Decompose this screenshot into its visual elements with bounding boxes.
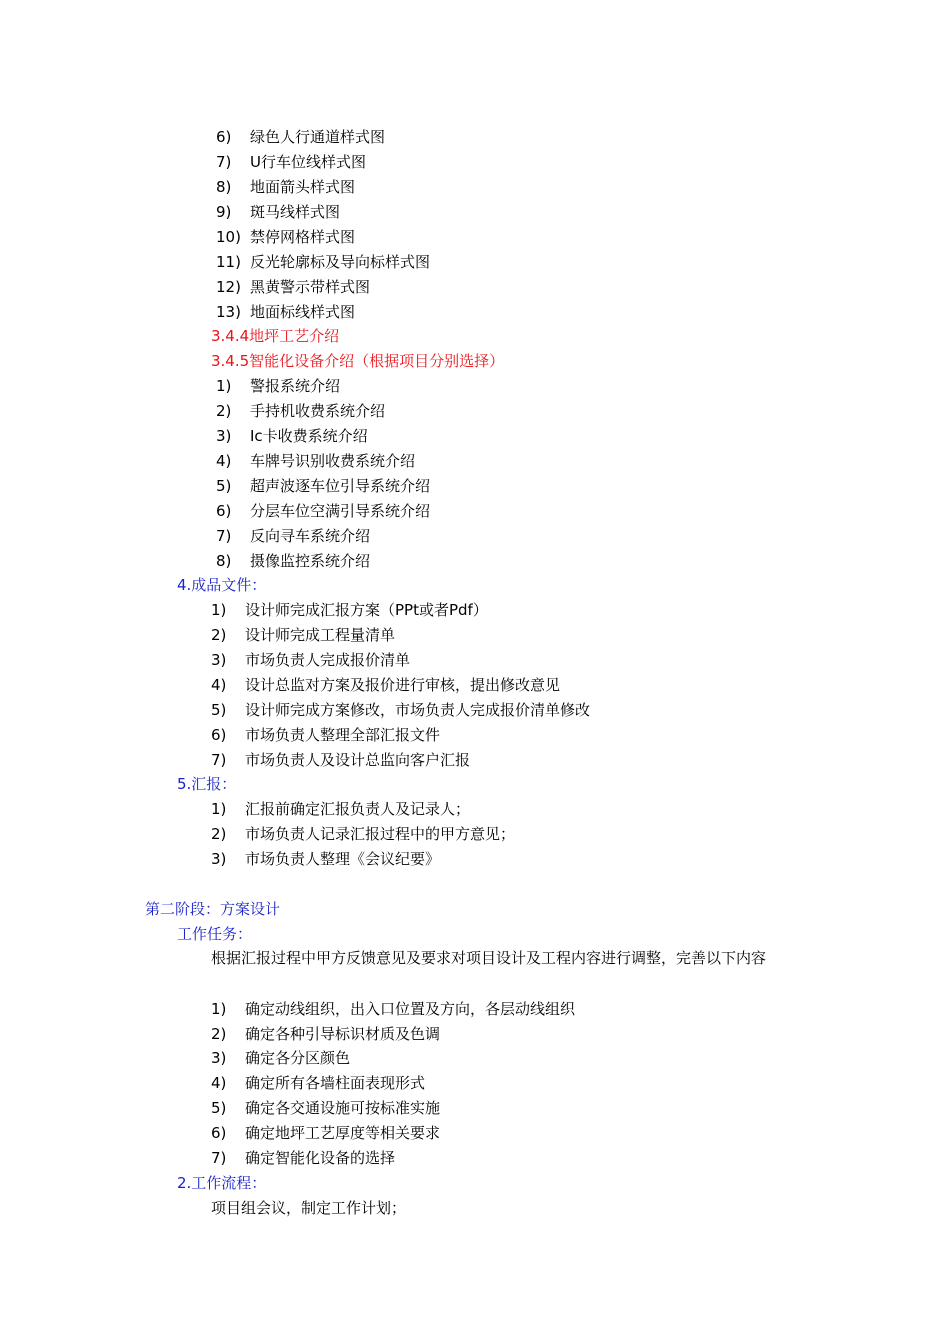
list-item: 4) 确定所有各墙柱面表现形式 [211, 1074, 426, 1092]
list-item: 4) 设计总监对方案及报价进行审核，提出修改意见 [211, 676, 561, 694]
flow-text: 项目组会议，制定工作计划； [211, 1199, 407, 1217]
stage-2-title: 第二阶段：方案设计 [145, 900, 281, 918]
list-item: 2) 市场负责人记录汇报过程中的甲方意见； [211, 825, 516, 843]
list-item: 9) 斑马线样式图 [216, 203, 341, 221]
list-item: 5) 超声波逐车位引导系统介绍 [216, 477, 431, 495]
list-item: 1) 设计师完成汇报方案（PPt或者Pdf） [211, 601, 488, 619]
list-item: 5) 确定各交通设施可按标准实施 [211, 1099, 441, 1117]
heading-3-4-4: 3.4.4地坪工艺介绍 [211, 327, 340, 345]
list-item: 5) 设计师完成方案修改，市场负责人完成报价清单修改 [211, 701, 591, 719]
list-item: 6) 绿色人行通道样式图 [216, 128, 386, 146]
list-item: 7) U行车位线样式图 [216, 153, 366, 171]
list-item: 2) 确定各种引导标识材质及色调 [211, 1025, 441, 1043]
section-4-title: 4.成品文件： [177, 576, 267, 594]
list-item: 6) 确定地坪工艺厚度等相关要求 [211, 1124, 441, 1142]
list-item: 6) 市场负责人整理全部汇报文件 [211, 726, 441, 744]
flow-title: 2.工作流程： [177, 1174, 267, 1192]
list-item: 8) 地面箭头样式图 [216, 178, 356, 196]
list-item: 3) 市场负责人完成报价清单 [211, 651, 411, 669]
list-item: 8) 摄像监控系统介绍 [216, 552, 371, 570]
task-title: 工作任务： [177, 925, 253, 943]
list-item: 1) 汇报前确定汇报负责人及记录人； [211, 800, 471, 818]
list-item: 7) 确定智能化设备的选择 [211, 1149, 396, 1167]
heading-3-4-5: 3.4.5智能化设备介绍（根据项目分别选择） [211, 352, 505, 370]
list-item: 13) 地面标线样式图 [216, 303, 356, 321]
list-item: 1) 警报系统介绍 [216, 377, 341, 395]
list-item: 1) 确定动线组织，出入口位置及方向，各层动线组织 [211, 1000, 576, 1018]
list-item: 3) Ic卡收费系统介绍 [216, 427, 368, 445]
list-item: 3) 确定各分区颜色 [211, 1049, 351, 1067]
list-item: 4) 车牌号识别收费系统介绍 [216, 452, 416, 470]
list-item: 7) 市场负责人及设计总监向客户汇报 [211, 751, 471, 769]
task-paragraph: 根据汇报过程中甲方反馈意见及要求对项目设计及工程内容进行调整，完善以下内容 [211, 949, 767, 967]
list-item: 11) 反光轮廓标及导向标样式图 [216, 253, 431, 271]
list-item: 2) 设计师完成工程量清单 [211, 626, 396, 644]
list-item: 10) 禁停网格样式图 [216, 228, 356, 246]
list-item: 6) 分层车位空满引导系统介绍 [216, 502, 431, 520]
list-item: 2) 手持机收费系统介绍 [216, 402, 386, 420]
list-item: 7) 反向寻车系统介绍 [216, 527, 371, 545]
list-item: 12) 黑黄警示带样式图 [216, 278, 371, 296]
section-5-title: 5.汇报： [177, 775, 237, 793]
list-item: 3) 市场负责人整理《会议纪要》 [211, 850, 441, 868]
